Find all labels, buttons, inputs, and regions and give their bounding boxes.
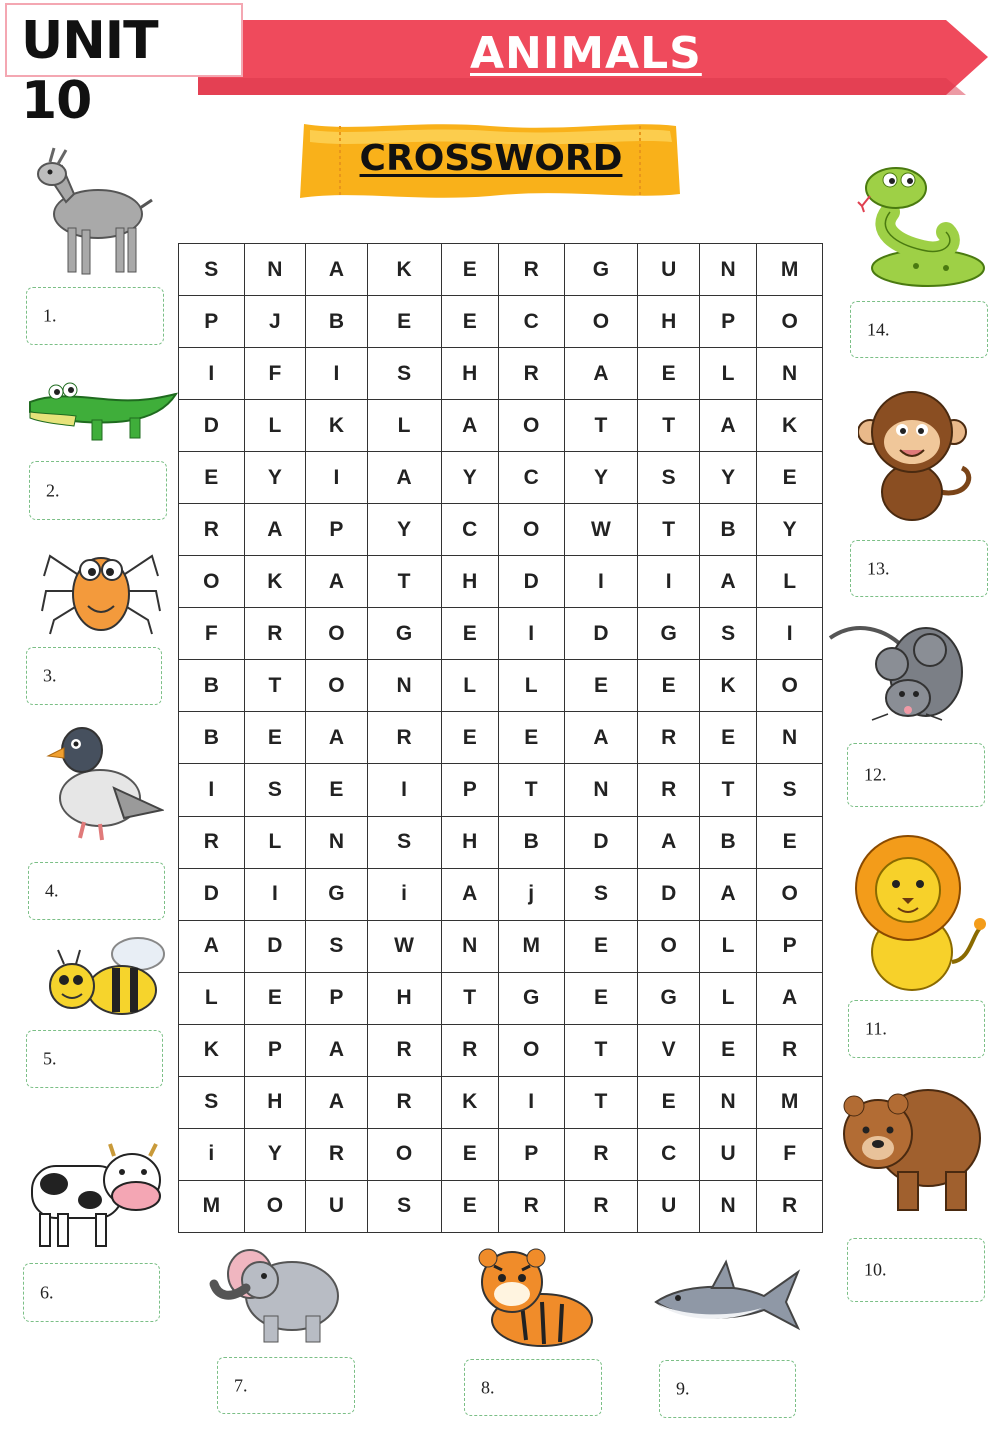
spider-icon xyxy=(40,536,162,636)
grid-cell[interactable]: P xyxy=(498,1128,564,1180)
answer-box-3[interactable] xyxy=(26,647,162,705)
answer-number: 5. xyxy=(43,1048,57,1069)
grid-cell[interactable]: E xyxy=(244,712,306,764)
grid-cell[interactable]: G xyxy=(306,868,368,920)
grid-cell[interactable]: B xyxy=(498,816,564,868)
grid-cell[interactable]: S xyxy=(306,920,368,972)
grid-cell[interactable]: E xyxy=(564,972,638,1024)
grid-cell[interactable]: S xyxy=(367,348,441,400)
lion-icon xyxy=(852,832,986,996)
grid-cell[interactable]: E xyxy=(441,712,498,764)
grid-cell[interactable]: S xyxy=(367,816,441,868)
grid-cell[interactable]: E xyxy=(498,712,564,764)
grid-cell[interactable]: G xyxy=(367,608,441,660)
grid-cell[interactable]: R xyxy=(367,712,441,764)
grid-cell[interactable]: P xyxy=(306,504,368,556)
grid-cell[interactable]: I xyxy=(244,868,306,920)
grid-cell[interactable]: I xyxy=(498,1076,564,1128)
grid-cell[interactable]: A xyxy=(306,1024,368,1076)
grid-cell[interactable]: C xyxy=(441,504,498,556)
grid-cell[interactable]: D xyxy=(498,556,564,608)
monkey-icon xyxy=(858,388,978,524)
grid-cell[interactable]: O xyxy=(757,660,823,712)
grid-row xyxy=(179,556,823,608)
grid-cell[interactable]: R xyxy=(179,816,245,868)
grid-cell[interactable]: O xyxy=(244,1180,306,1232)
grid-cell[interactable]: N xyxy=(564,764,638,816)
grid-cell[interactable]: A xyxy=(441,400,498,452)
grid-cell[interactable]: Y xyxy=(244,1128,306,1180)
grid-row xyxy=(179,452,823,504)
grid-cell[interactable]: L xyxy=(244,400,306,452)
grid-cell[interactable]: E xyxy=(441,608,498,660)
grid-cell[interactable]: U xyxy=(306,1180,368,1232)
grid-cell[interactable]: T xyxy=(638,400,700,452)
grid-cell[interactable]: A xyxy=(564,348,638,400)
answer-box-12[interactable] xyxy=(847,743,985,807)
grid-row xyxy=(179,920,823,972)
answer-box-5[interactable] xyxy=(26,1030,163,1088)
grid-cell[interactable]: R xyxy=(757,1024,823,1076)
grid-cell[interactable]: M xyxy=(498,920,564,972)
grid-cell[interactable]: O xyxy=(367,1128,441,1180)
grid-cell[interactable]: T xyxy=(638,504,700,556)
grid-cell[interactable]: P xyxy=(179,296,245,348)
grid-cell[interactable]: S xyxy=(244,764,306,816)
grid-cell[interactable]: M xyxy=(757,1076,823,1128)
grid-cell[interactable]: L xyxy=(699,920,756,972)
answer-number: 2. xyxy=(46,480,60,500)
grid-cell[interactable]: i xyxy=(367,868,441,920)
grid-cell[interactable]: M xyxy=(757,244,823,296)
cow-icon xyxy=(24,1140,166,1252)
grid-cell[interactable]: E xyxy=(638,1076,700,1128)
grid-cell[interactable]: N xyxy=(757,348,823,400)
grid-cell[interactable]: E xyxy=(179,452,245,504)
elephant-icon xyxy=(208,1240,348,1346)
answer-number: 10. xyxy=(864,1259,887,1280)
grid-cell[interactable]: C xyxy=(498,296,564,348)
grid-cell[interactable]: O xyxy=(306,660,368,712)
grid-cell[interactable]: L xyxy=(699,972,756,1024)
grid-row xyxy=(179,816,823,868)
answer-number: 11. xyxy=(865,1018,887,1039)
bee-icon xyxy=(42,934,168,1020)
grid-cell[interactable]: R xyxy=(367,1076,441,1128)
grid-cell[interactable]: N xyxy=(699,244,756,296)
grid-row xyxy=(179,608,823,660)
grid-cell[interactable]: T xyxy=(498,764,564,816)
grid-cell[interactable]: T xyxy=(564,1024,638,1076)
answer-number: 1. xyxy=(43,305,57,326)
grid-cell[interactable]: A xyxy=(564,712,638,764)
grid-row xyxy=(179,400,823,452)
grid-cell[interactable]: H xyxy=(367,972,441,1024)
grid-cell[interactable]: U xyxy=(699,1128,756,1180)
grid-cell[interactable]: R xyxy=(564,1128,638,1180)
grid-cell[interactable]: T xyxy=(441,972,498,1024)
grid-cell[interactable]: C xyxy=(638,1128,700,1180)
grid-cell[interactable]: A xyxy=(306,712,368,764)
grid-cell[interactable]: K xyxy=(244,556,306,608)
grid-cell[interactable]: R xyxy=(638,764,700,816)
grid-cell[interactable]: A xyxy=(699,556,756,608)
grid-cell[interactable]: T xyxy=(564,400,638,452)
grid-cell[interactable]: Y xyxy=(699,452,756,504)
grid-cell[interactable]: B xyxy=(699,816,756,868)
grid-cell[interactable]: S xyxy=(638,452,700,504)
grid-cell[interactable]: P xyxy=(244,1024,306,1076)
grid-cell[interactable]: A xyxy=(306,1076,368,1128)
grid-cell[interactable]: L xyxy=(757,556,823,608)
grid-cell[interactable]: P xyxy=(757,920,823,972)
grid-cell[interactable]: O xyxy=(498,1024,564,1076)
grid-cell[interactable]: R xyxy=(367,1024,441,1076)
grid-cell[interactable]: V xyxy=(638,1024,700,1076)
pigeon-icon xyxy=(44,718,164,846)
grid-cell[interactable]: A xyxy=(179,920,245,972)
grid-cell[interactable]: G xyxy=(498,972,564,1024)
answer-box-11[interactable] xyxy=(848,1000,985,1058)
grid-cell[interactable]: L xyxy=(367,400,441,452)
grid-cell[interactable]: E xyxy=(699,712,756,764)
answer-number: 14. xyxy=(867,319,890,339)
grid-cell[interactable]: H xyxy=(441,348,498,400)
grid-cell[interactable]: A xyxy=(306,556,368,608)
grid-cell[interactable]: S xyxy=(367,1180,441,1232)
grid-cell[interactable]: H xyxy=(638,296,700,348)
grid-cell[interactable]: A xyxy=(757,972,823,1024)
answer-box-7[interactable] xyxy=(217,1357,355,1414)
grid-cell[interactable]: E xyxy=(564,920,638,972)
grid-cell[interactable]: N xyxy=(244,244,306,296)
grid-cell[interactable]: O xyxy=(638,920,700,972)
grid-cell[interactable]: A xyxy=(699,868,756,920)
grid-cell[interactable]: L xyxy=(498,660,564,712)
grid-cell[interactable]: O xyxy=(757,296,823,348)
grid-row xyxy=(179,1024,823,1076)
page-title: ANIMALS xyxy=(470,28,702,79)
grid-cell[interactable]: W xyxy=(367,920,441,972)
grid-cell[interactable]: O xyxy=(179,556,245,608)
grid-cell[interactable]: O xyxy=(757,868,823,920)
grid-cell[interactable]: S xyxy=(179,1076,245,1128)
crocodile-icon xyxy=(26,372,178,448)
grid-cell[interactable]: N xyxy=(306,816,368,868)
grid-cell[interactable]: I xyxy=(564,556,638,608)
grid-cell[interactable]: K xyxy=(441,1076,498,1128)
grid-cell[interactable]: T xyxy=(699,764,756,816)
answer-number: 4. xyxy=(45,880,59,901)
answer-number: 8. xyxy=(481,1377,495,1397)
answer-box-10[interactable] xyxy=(847,1238,985,1302)
grid-cell[interactable]: E xyxy=(367,296,441,348)
grid-cell[interactable]: F xyxy=(244,348,306,400)
grid-cell[interactable]: G xyxy=(564,244,638,296)
unit-label-box xyxy=(5,3,243,131)
grid-cell[interactable]: S xyxy=(564,868,638,920)
grid-cell[interactable]: I xyxy=(306,452,368,504)
grid-cell[interactable]: K xyxy=(757,400,823,452)
grid-cell[interactable]: D xyxy=(179,400,245,452)
grid-cell[interactable]: K xyxy=(367,244,441,296)
answer-box-2[interactable] xyxy=(29,461,167,520)
grid-row xyxy=(179,972,823,1024)
grid-cell[interactable]: D xyxy=(564,816,638,868)
grid-cell[interactable]: R xyxy=(498,244,564,296)
grid-cell[interactable]: I xyxy=(498,608,564,660)
answer-box-6[interactable] xyxy=(23,1263,160,1322)
word-search-grid xyxy=(178,243,823,1233)
grid-row xyxy=(179,660,823,712)
grid-cell[interactable]: G xyxy=(638,608,700,660)
grid-row xyxy=(179,244,823,296)
grid-cell[interactable]: Y xyxy=(367,504,441,556)
grid-cell[interactable]: L xyxy=(244,816,306,868)
grid-cell[interactable]: I xyxy=(367,764,441,816)
grid-cell[interactable]: M xyxy=(179,1180,245,1232)
answer-number: 13. xyxy=(867,558,890,578)
grid-cell[interactable]: E xyxy=(441,296,498,348)
answer-number: 3. xyxy=(43,665,57,686)
grid-cell[interactable]: T xyxy=(244,660,306,712)
grid-row xyxy=(179,1180,823,1232)
grid-cell[interactable]: W xyxy=(564,504,638,556)
answer-number: 9. xyxy=(676,1378,690,1399)
answer-box-4[interactable] xyxy=(28,862,165,920)
grid-cell[interactable]: R xyxy=(179,504,245,556)
grid-cell[interactable]: K xyxy=(699,660,756,712)
grid-cell[interactable]: E xyxy=(699,1024,756,1076)
grid-cell[interactable]: R xyxy=(498,348,564,400)
grid-cell[interactable]: F xyxy=(179,608,245,660)
grid-cell[interactable]: U xyxy=(638,244,700,296)
grid-cell[interactable]: C xyxy=(498,452,564,504)
grid-cell[interactable]: P xyxy=(306,972,368,1024)
grid-cell[interactable]: I xyxy=(757,608,823,660)
grid-cell[interactable]: U xyxy=(638,1180,700,1232)
answer-box-9[interactable] xyxy=(659,1360,796,1418)
grid-cell[interactable]: E xyxy=(441,1128,498,1180)
grid-row xyxy=(179,504,823,556)
grid-cell[interactable]: R xyxy=(498,1180,564,1232)
grid-cell[interactable]: E xyxy=(757,452,823,504)
grid-row xyxy=(179,296,823,348)
grid-row xyxy=(179,764,823,816)
grid-cell[interactable]: B xyxy=(306,296,368,348)
grid-cell[interactable]: H xyxy=(244,1076,306,1128)
grid-cell[interactable]: E xyxy=(638,660,700,712)
grid-cell[interactable]: A xyxy=(306,244,368,296)
grid-cell[interactable]: R xyxy=(441,1024,498,1076)
grid-cell[interactable]: Y xyxy=(244,452,306,504)
grid-cell[interactable]: A xyxy=(244,504,306,556)
answer-box-13[interactable] xyxy=(850,540,988,597)
grid-cell[interactable]: A xyxy=(367,452,441,504)
grid-cell[interactable]: L xyxy=(179,972,245,1024)
grid-cell[interactable]: E xyxy=(757,816,823,868)
grid-cell[interactable]: S xyxy=(179,244,245,296)
grid-cell[interactable]: I xyxy=(179,764,245,816)
grid-cell[interactable]: A xyxy=(638,816,700,868)
grid-cell[interactable]: K xyxy=(306,400,368,452)
grid-cell[interactable]: O xyxy=(564,296,638,348)
grid-cell[interactable]: H xyxy=(441,816,498,868)
grid-cell[interactable]: E xyxy=(564,660,638,712)
tiger-icon xyxy=(472,1244,602,1350)
grid-cell[interactable]: i xyxy=(179,1128,245,1180)
snake-icon xyxy=(856,160,986,290)
grid-cell[interactable]: D xyxy=(564,608,638,660)
grid-cell[interactable]: B xyxy=(179,712,245,764)
grid-cell[interactable]: O xyxy=(498,400,564,452)
grid-cell[interactable]: E xyxy=(441,244,498,296)
grid-cell[interactable]: L xyxy=(699,348,756,400)
grid-cell[interactable]: A xyxy=(441,868,498,920)
grid-cell[interactable]: R xyxy=(564,1180,638,1232)
grid-cell[interactable]: N xyxy=(441,920,498,972)
grid-cell[interactable]: E xyxy=(306,764,368,816)
grid-cell[interactable]: Y xyxy=(441,452,498,504)
answer-box-8[interactable] xyxy=(464,1359,602,1416)
grid-cell[interactable]: D xyxy=(244,920,306,972)
grid-row xyxy=(179,1128,823,1180)
grid-cell[interactable]: O xyxy=(498,504,564,556)
grid-cell[interactable]: A xyxy=(699,400,756,452)
grid-row xyxy=(179,348,823,400)
grid-cell[interactable]: R xyxy=(306,1128,368,1180)
unit-label: UNIT 10 xyxy=(21,11,158,131)
bear-icon xyxy=(838,1076,984,1216)
grid-cell[interactable]: E xyxy=(638,348,700,400)
grid-cell[interactable]: N xyxy=(757,712,823,764)
grid-cell[interactable]: P xyxy=(699,296,756,348)
grid-cell[interactable]: P xyxy=(441,764,498,816)
grid-cell[interactable]: Y xyxy=(757,504,823,556)
grid-cell[interactable]: R xyxy=(757,1180,823,1232)
goat-icon xyxy=(26,142,156,280)
answer-box-14[interactable] xyxy=(850,301,988,358)
puzzle-title: CROSSWORD xyxy=(359,138,623,179)
grid-cell[interactable]: N xyxy=(367,660,441,712)
grid-row xyxy=(179,1076,823,1128)
grid-cell[interactable]: S xyxy=(757,764,823,816)
grid-cell[interactable]: O xyxy=(306,608,368,660)
shark-icon xyxy=(652,1258,802,1340)
grid-cell[interactable]: E xyxy=(441,1180,498,1232)
grid-cell[interactable]: T xyxy=(367,556,441,608)
grid-cell[interactable]: J xyxy=(244,296,306,348)
grid-row xyxy=(179,868,823,920)
grid-cell[interactable]: N xyxy=(699,1076,756,1128)
grid-cell[interactable]: R xyxy=(638,712,700,764)
grid-cell[interactable]: R xyxy=(244,608,306,660)
grid-cell[interactable]: D xyxy=(179,868,245,920)
grid-cell[interactable]: K xyxy=(179,1024,245,1076)
grid-cell[interactable]: N xyxy=(699,1180,756,1232)
grid-cell[interactable]: Y xyxy=(564,452,638,504)
grid-cell[interactable]: j xyxy=(498,868,564,920)
grid-cell[interactable]: B xyxy=(699,504,756,556)
answer-number: 6. xyxy=(40,1282,54,1302)
grid-cell[interactable]: L xyxy=(441,660,498,712)
grid-row xyxy=(179,712,823,764)
grid-cell[interactable]: T xyxy=(564,1076,638,1128)
answer-number: 12. xyxy=(864,764,887,785)
grid-cell[interactable]: S xyxy=(699,608,756,660)
mouse-icon xyxy=(826,610,966,738)
answer-box-1[interactable] xyxy=(26,287,164,345)
answer-number: 7. xyxy=(234,1375,248,1395)
grid-cell[interactable]: E xyxy=(244,972,306,1024)
grid-cell[interactable]: B xyxy=(179,660,245,712)
grid-cell[interactable]: F xyxy=(757,1128,823,1180)
grid-cell[interactable]: H xyxy=(441,556,498,608)
grid-cell[interactable]: I xyxy=(179,348,245,400)
grid-cell[interactable]: D xyxy=(638,868,700,920)
grid-cell[interactable]: G xyxy=(638,972,700,1024)
grid-cell[interactable]: I xyxy=(638,556,700,608)
grid-cell[interactable]: I xyxy=(306,348,368,400)
